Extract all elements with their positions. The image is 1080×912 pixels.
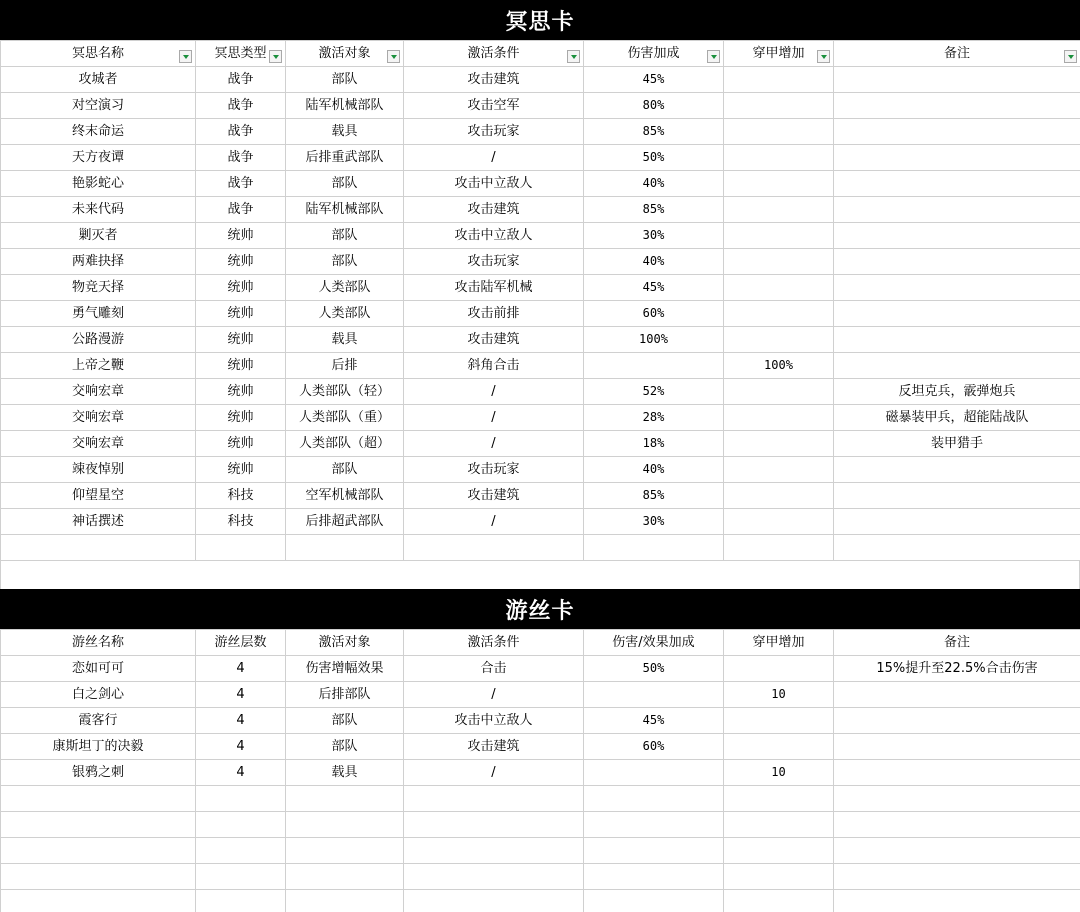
table-cell[interactable] (724, 890, 834, 912)
table-cell[interactable]: 攻击玩家 (404, 457, 584, 483)
table-row (1, 301, 1080, 327)
table-cell[interactable] (286, 786, 404, 812)
table-cell[interactable]: / (404, 379, 584, 405)
table-cell[interactable]: 交响宏章 (1, 379, 196, 405)
table-cell[interactable] (724, 327, 834, 353)
table-cell[interactable]: 45% (584, 67, 724, 93)
table-cell[interactable]: 陆军机械部队 (286, 93, 404, 119)
table-cell[interactable] (286, 535, 404, 561)
table-cell[interactable] (1, 890, 196, 912)
table-cell[interactable] (724, 864, 834, 890)
table-cell[interactable]: 未来代码 (1, 197, 196, 223)
table-cell[interactable]: 40% (584, 457, 724, 483)
table-cell[interactable]: 攻击陆军机械 (404, 275, 584, 301)
table-cell[interactable]: 战争 (196, 197, 286, 223)
table-cell[interactable] (834, 838, 1080, 864)
table-cell[interactable] (286, 812, 404, 838)
table-cell[interactable] (724, 708, 834, 734)
column-header-label: 伤害/效果加成 (612, 635, 695, 650)
table-row (1, 864, 1080, 890)
table-cell[interactable]: 交响宏章 (1, 431, 196, 457)
table-cell[interactable]: 28% (584, 405, 724, 431)
table-cell[interactable]: 天方夜谭 (1, 145, 196, 171)
column-header-label: 伤害加成 (627, 46, 680, 61)
table-cell[interactable]: 磁暴装甲兵，超能陆战队 (834, 405, 1080, 431)
table-row (1, 67, 1080, 93)
table-row (1, 457, 1080, 483)
filter-dropdown-icon[interactable] (269, 50, 282, 63)
table-cell[interactable] (724, 786, 834, 812)
column-header-label: 冥思名称 (71, 46, 124, 61)
table-cell[interactable]: 科技 (196, 509, 286, 535)
table-cell[interactable] (196, 838, 286, 864)
table-row (1, 682, 1080, 708)
table-row (1, 405, 1080, 431)
table-cell[interactable]: 统帅 (196, 405, 286, 431)
table-cell[interactable] (724, 171, 834, 197)
table-cell[interactable] (196, 890, 286, 912)
section-title-meditation: 冥思卡 (0, 0, 1080, 40)
table-cell[interactable]: 4 (196, 760, 286, 786)
table-cell[interactable] (834, 734, 1080, 760)
table-cell[interactable]: 30% (584, 223, 724, 249)
table-cell[interactable] (724, 535, 834, 561)
table-cell[interactable] (1, 535, 196, 561)
meditation-card-table (0, 40, 1080, 561)
table-cell[interactable]: 4 (196, 682, 286, 708)
column-header[interactable] (584, 41, 724, 67)
table-cell[interactable]: 对空演习 (1, 93, 196, 119)
table-cell[interactable]: 攻击中立敌人 (404, 708, 584, 734)
table-cell[interactable]: 公路漫游 (1, 327, 196, 353)
table-cell[interactable]: 80% (584, 93, 724, 119)
header-row (1, 41, 1080, 67)
table-cell[interactable]: 40% (584, 249, 724, 275)
table-cell[interactable]: 统帅 (196, 457, 286, 483)
table-row (1, 223, 1080, 249)
table-cell[interactable]: 统帅 (196, 353, 286, 379)
table-cell[interactable]: 18% (584, 431, 724, 457)
table-cell[interactable] (834, 353, 1080, 379)
table-row (1, 249, 1080, 275)
table-cell[interactable] (834, 864, 1080, 890)
table-cell[interactable] (834, 119, 1080, 145)
table-cell[interactable] (724, 405, 834, 431)
table-cell[interactable] (834, 301, 1080, 327)
table-cell[interactable]: 统帅 (196, 275, 286, 301)
table-cell[interactable]: 终末命运 (1, 119, 196, 145)
table-cell[interactable]: 装甲猎手 (834, 431, 1080, 457)
table-cell[interactable] (834, 275, 1080, 301)
table-cell[interactable]: 攻击空军 (404, 93, 584, 119)
table-cell[interactable]: 攻击前排 (404, 301, 584, 327)
table-cell[interactable]: 85% (584, 119, 724, 145)
table-cell[interactable]: 战争 (196, 119, 286, 145)
table-cell[interactable] (834, 708, 1080, 734)
table-cell[interactable]: 统帅 (196, 301, 286, 327)
column-header-label: 穿甲增加 (752, 635, 805, 650)
table-row (1, 93, 1080, 119)
table-cell[interactable]: 100% (584, 327, 724, 353)
table-row (1, 327, 1080, 353)
table-row (1, 171, 1080, 197)
table-cell[interactable]: 15%提升至22.5%合击伤害 (834, 656, 1080, 682)
table-cell[interactable]: 部队 (286, 249, 404, 275)
table-row (1, 838, 1080, 864)
table-cell[interactable]: 85% (584, 483, 724, 509)
table-cell[interactable] (724, 656, 834, 682)
table-cell[interactable] (724, 838, 834, 864)
table-cell[interactable]: / (404, 760, 584, 786)
column-header-label: 激活对象 (318, 46, 371, 61)
table-cell[interactable]: / (404, 405, 584, 431)
table-cell[interactable] (196, 535, 286, 561)
table-row (1, 483, 1080, 509)
table-cell[interactable]: 统帅 (196, 223, 286, 249)
table-cell[interactable] (404, 864, 584, 890)
table-row (1, 786, 1080, 812)
table-cell[interactable] (834, 483, 1080, 509)
table-cell[interactable]: 10 (724, 682, 834, 708)
table-cell[interactable]: 100% (724, 353, 834, 379)
table-row (1, 197, 1080, 223)
table-cell[interactable]: 两难抉择 (1, 249, 196, 275)
table-cell[interactable]: 剿灭者 (1, 223, 196, 249)
column-header-label: 穿甲增加 (752, 46, 805, 61)
table-cell[interactable]: 战争 (196, 145, 286, 171)
table-cell[interactable] (834, 535, 1080, 561)
table-cell[interactable] (724, 379, 834, 405)
column-header-label: 冥思类型 (214, 46, 267, 61)
table-cell[interactable] (196, 864, 286, 890)
table-cell[interactable]: 科技 (196, 483, 286, 509)
table-cell[interactable]: 40% (584, 171, 724, 197)
table-cell[interactable] (1, 838, 196, 864)
table-cell[interactable]: 载具 (286, 119, 404, 145)
column-header[interactable] (724, 41, 834, 67)
table-row (1, 708, 1080, 734)
table-cell[interactable]: 载具 (286, 760, 404, 786)
table-cell[interactable] (724, 483, 834, 509)
section-gap (0, 561, 1080, 589)
column-header[interactable] (1, 630, 196, 656)
table-row (1, 890, 1080, 912)
table-cell[interactable]: 60% (584, 734, 724, 760)
table-cell[interactable] (286, 890, 404, 912)
table-cell[interactable]: 85% (584, 197, 724, 223)
table-cell[interactable]: 攻击玩家 (404, 119, 584, 145)
table-cell[interactable] (724, 431, 834, 457)
column-header-label: 激活条件 (467, 635, 520, 650)
table-cell[interactable]: 部队 (286, 223, 404, 249)
table-cell[interactable]: 部队 (286, 708, 404, 734)
table-cell[interactable]: 60% (584, 301, 724, 327)
table-cell[interactable]: 战争 (196, 171, 286, 197)
table-cell[interactable] (834, 171, 1080, 197)
table-cell[interactable]: 陆军机械部队 (286, 197, 404, 223)
table-cell[interactable]: 战争 (196, 67, 286, 93)
table-cell[interactable]: 物竞天择 (1, 275, 196, 301)
table-cell[interactable]: / (404, 431, 584, 457)
table-cell[interactable] (724, 93, 834, 119)
table-cell[interactable] (834, 760, 1080, 786)
table-cell[interactable]: 52% (584, 379, 724, 405)
table-cell[interactable] (834, 145, 1080, 171)
column-header[interactable] (196, 41, 286, 67)
table-cell[interactable]: 竦夜悼别 (1, 457, 196, 483)
table-row (1, 734, 1080, 760)
table-cell[interactable]: 攻击玩家 (404, 249, 584, 275)
table-cell[interactable]: / (404, 509, 584, 535)
table-cell[interactable]: 银鸦之刺 (1, 760, 196, 786)
table-cell[interactable]: 部队 (286, 171, 404, 197)
table-cell[interactable] (834, 327, 1080, 353)
table-cell[interactable]: 后排超武部队 (286, 509, 404, 535)
table-cell[interactable] (834, 249, 1080, 275)
table-cell[interactable] (404, 812, 584, 838)
table-cell[interactable] (834, 682, 1080, 708)
filter-dropdown-icon[interactable] (567, 50, 580, 63)
table-cell[interactable]: 斜角合击 (404, 353, 584, 379)
table-cell[interactable] (584, 535, 724, 561)
table-cell[interactable]: 部队 (286, 67, 404, 93)
table-cell[interactable]: 仰望星空 (1, 483, 196, 509)
table-cell[interactable] (724, 457, 834, 483)
table-cell[interactable] (286, 838, 404, 864)
table-cell[interactable] (584, 786, 724, 812)
table-cell[interactable]: 攻击建筑 (404, 734, 584, 760)
column-header[interactable] (404, 630, 584, 656)
table-cell[interactable] (404, 838, 584, 864)
column-header[interactable] (196, 630, 286, 656)
table-cell[interactable]: 合击 (404, 656, 584, 682)
table-cell[interactable]: 反坦克兵，霰弹炮兵 (834, 379, 1080, 405)
table-cell[interactable] (584, 864, 724, 890)
table-cell[interactable] (834, 93, 1080, 119)
table-cell[interactable]: 统帅 (196, 431, 286, 457)
table-cell[interactable] (834, 786, 1080, 812)
header-row (1, 630, 1080, 656)
table-cell[interactable]: 4 (196, 708, 286, 734)
table-cell[interactable] (834, 509, 1080, 535)
table-cell[interactable]: 4 (196, 656, 286, 682)
table-cell[interactable] (196, 786, 286, 812)
table-row (1, 275, 1080, 301)
table-cell[interactable] (196, 812, 286, 838)
table-cell[interactable] (834, 890, 1080, 912)
column-header[interactable] (834, 41, 1080, 67)
table-cell[interactable] (584, 838, 724, 864)
table-row (1, 812, 1080, 838)
column-header-label: 游丝名称 (71, 635, 124, 650)
table-row (1, 379, 1080, 405)
table-cell[interactable] (834, 223, 1080, 249)
table-cell[interactable]: 人类部队 (286, 301, 404, 327)
table-cell[interactable]: 攻击中立敌人 (404, 171, 584, 197)
table-cell[interactable] (584, 812, 724, 838)
column-header-label: 备注 (943, 635, 970, 650)
table-cell[interactable] (724, 145, 834, 171)
table-cell[interactable] (724, 197, 834, 223)
filter-dropdown-icon[interactable] (707, 50, 720, 63)
table-cell[interactable] (584, 682, 724, 708)
table-cell[interactable]: 人类部队 (286, 275, 404, 301)
table-row (1, 760, 1080, 786)
table-cell[interactable]: 人类部队（重） (286, 405, 404, 431)
table-cell[interactable]: 神话撰述 (1, 509, 196, 535)
table-cell[interactable]: 人类部队（轻） (286, 379, 404, 405)
table-cell[interactable] (1, 812, 196, 838)
table-cell[interactable] (404, 535, 584, 561)
table-cell[interactable]: 攻击建筑 (404, 197, 584, 223)
table-cell[interactable]: 攻击建筑 (404, 327, 584, 353)
table-cell[interactable]: 恋如可可 (1, 656, 196, 682)
table-row (1, 431, 1080, 457)
table-cell[interactable] (724, 275, 834, 301)
column-header-label: 激活条件 (467, 46, 520, 61)
table-cell[interactable] (584, 890, 724, 912)
table-cell[interactable]: 白之剑心 (1, 682, 196, 708)
section-title-threads: 游丝卡 (0, 589, 1080, 629)
table-cell[interactable]: 后排部队 (286, 682, 404, 708)
table-cell[interactable]: 部队 (286, 734, 404, 760)
column-header-label: 激活对象 (318, 635, 371, 650)
table-cell[interactable] (834, 812, 1080, 838)
table-cell[interactable] (834, 457, 1080, 483)
table-cell[interactable] (724, 223, 834, 249)
table-cell[interactable] (584, 353, 724, 379)
table-cell[interactable]: 霞客行 (1, 708, 196, 734)
table-cell[interactable]: 人类部队（超） (286, 431, 404, 457)
table-cell[interactable] (724, 301, 834, 327)
table-cell[interactable]: 统帅 (196, 249, 286, 275)
column-header[interactable] (1, 41, 196, 67)
filter-dropdown-icon[interactable] (817, 50, 830, 63)
table-cell[interactable]: 45% (584, 275, 724, 301)
column-header[interactable] (724, 630, 834, 656)
table-row (1, 145, 1080, 171)
table-cell[interactable]: 攻击中立敌人 (404, 223, 584, 249)
table-cell[interactable]: 交响宏章 (1, 405, 196, 431)
table-cell[interactable] (404, 890, 584, 912)
column-header[interactable] (584, 630, 724, 656)
table-cell[interactable] (1, 864, 196, 890)
thread-card-table (0, 629, 1080, 912)
table-cell[interactable]: 勇气雕刻 (1, 301, 196, 327)
table-cell[interactable] (1, 786, 196, 812)
column-header-label: 游丝层数 (214, 635, 267, 650)
table-cell[interactable]: 艳影蛇心 (1, 171, 196, 197)
table-cell[interactable] (724, 812, 834, 838)
filter-dropdown-icon[interactable] (1064, 50, 1077, 63)
table-cell[interactable]: 攻击建筑 (404, 67, 584, 93)
table-cell[interactable] (724, 119, 834, 145)
column-header[interactable] (286, 41, 404, 67)
table-row (1, 119, 1080, 145)
table-cell[interactable] (834, 67, 1080, 93)
table-cell[interactable]: 伤害增幅效果 (286, 656, 404, 682)
table-cell[interactable] (724, 67, 834, 93)
table-cell[interactable] (584, 760, 724, 786)
table-cell[interactable]: 载具 (286, 327, 404, 353)
table-row (1, 353, 1080, 379)
table-cell[interactable]: 统帅 (196, 379, 286, 405)
table-row (1, 656, 1080, 682)
filter-dropdown-icon[interactable] (387, 50, 400, 63)
column-header[interactable] (286, 630, 404, 656)
table-cell[interactable]: 4 (196, 734, 286, 760)
table-cell[interactable]: 战争 (196, 93, 286, 119)
table-cell[interactable]: 50% (584, 145, 724, 171)
table-cell[interactable]: / (404, 682, 584, 708)
table-cell[interactable]: / (404, 145, 584, 171)
table-cell[interactable]: 45% (584, 708, 724, 734)
table-cell[interactable]: 30% (584, 509, 724, 535)
column-header[interactable] (834, 630, 1080, 656)
table-cell[interactable] (724, 249, 834, 275)
table-cell[interactable]: 康斯坦丁的决毅 (1, 734, 196, 760)
table-cell[interactable]: 10 (724, 760, 834, 786)
table-cell[interactable] (724, 734, 834, 760)
table-cell[interactable]: 后排重武部队 (286, 145, 404, 171)
table-cell[interactable]: 攻击建筑 (404, 483, 584, 509)
table-cell[interactable]: 空军机械部队 (286, 483, 404, 509)
table-cell[interactable] (404, 786, 584, 812)
table-row (1, 535, 1080, 561)
table-cell[interactable]: 50% (584, 656, 724, 682)
table-row (1, 509, 1080, 535)
table-cell[interactable]: 统帅 (196, 327, 286, 353)
filter-dropdown-icon[interactable] (179, 50, 192, 63)
table-cell[interactable] (286, 864, 404, 890)
table-cell[interactable] (834, 197, 1080, 223)
table-cell[interactable] (724, 509, 834, 535)
column-header[interactable] (404, 41, 584, 67)
table-cell[interactable]: 攻城者 (1, 67, 196, 93)
column-header-label: 备注 (943, 46, 970, 61)
table-cell[interactable]: 后排 (286, 353, 404, 379)
table-cell[interactable]: 部队 (286, 457, 404, 483)
table-cell[interactable]: 上帝之鞭 (1, 353, 196, 379)
